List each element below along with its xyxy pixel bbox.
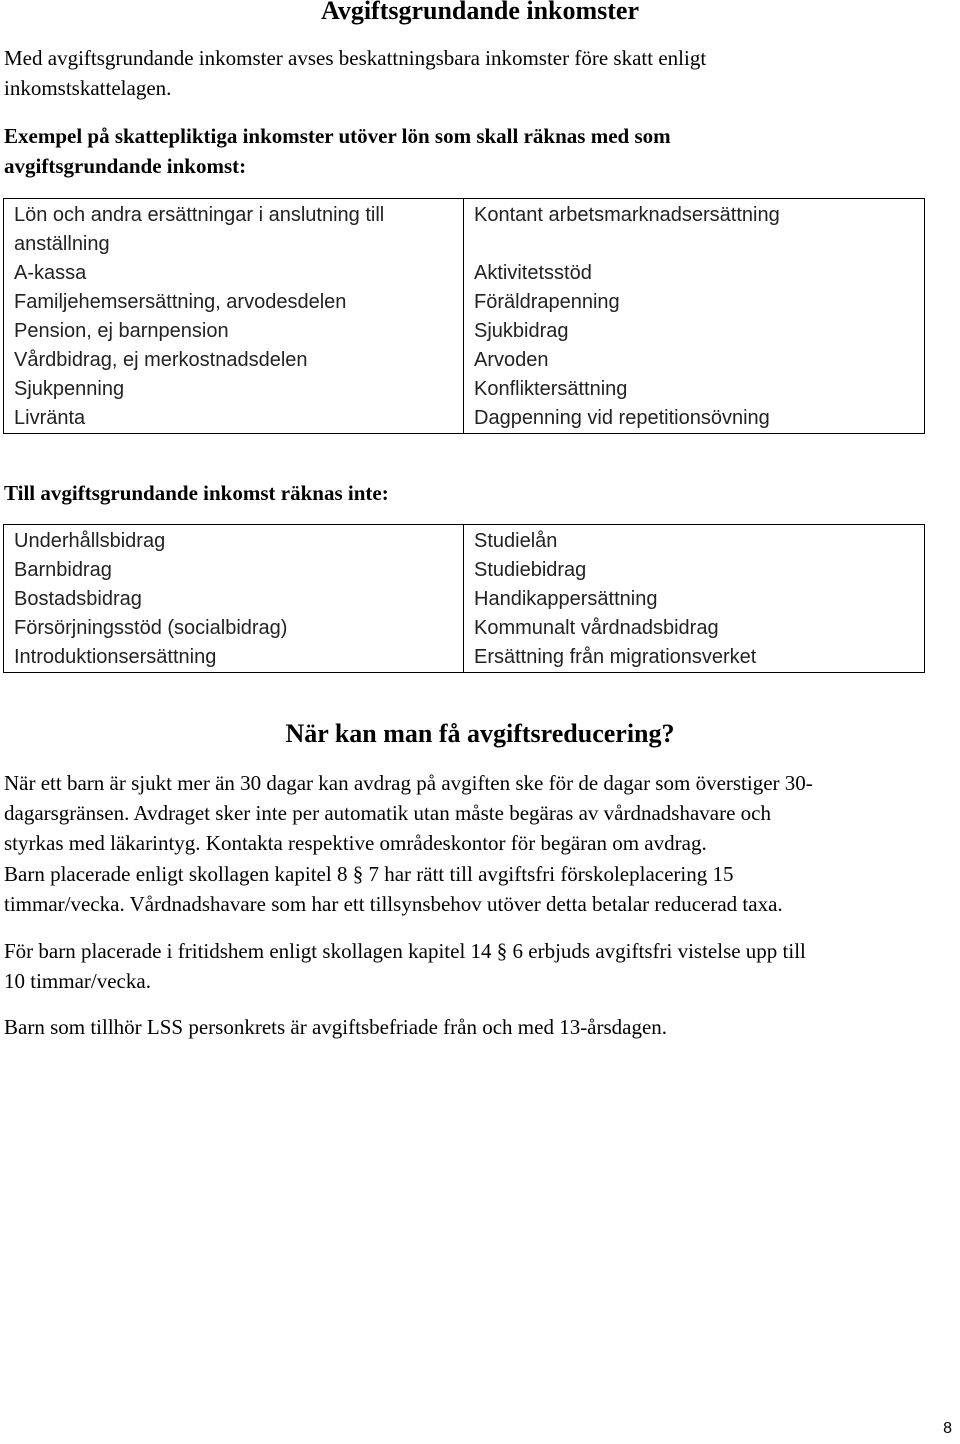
nontaxable-left-column	[4, 525, 464, 673]
text-line: Barn placerade enligt skollagen kapitel 8 § 7 har rätt till avgiftsfri förskoleplacering 15	[4, 862, 734, 886]
list-item: Barnbidrag	[14, 559, 112, 581]
table-row	[4, 525, 925, 673]
list-item: A-kassa	[14, 262, 87, 284]
list-item: Konfliktersättning	[474, 378, 628, 400]
text-line: timmar/vecka. Vårdnadshavare som har ett tillsynsbehov utöver detta betalar reducerad taxa.	[4, 892, 783, 916]
taxable-heading-line-1: Exempel på skattepliktiga inkomster utöver lön som skall räknas med som	[4, 124, 671, 148]
text-line: 10 timmar/vecka.	[4, 969, 151, 993]
intro-paragraph	[4, 43, 944, 103]
list-item: Studiebidrag	[474, 559, 587, 581]
taxable-income-table	[3, 198, 925, 434]
list-item: Introduktionsersättning	[14, 646, 217, 668]
list-item: Kontant arbetsmarknadsersättning	[474, 204, 780, 226]
list-item: Aktivitetsstöd	[474, 262, 592, 284]
list-item: Familjehemsersättning, arvodesdelen	[14, 291, 347, 313]
page-title: Avgiftsgrundande inkomster	[320, 0, 640, 25]
list-item: Kommunalt vårdnadsbidrag	[474, 617, 719, 639]
nontaxable-income-table	[3, 524, 925, 673]
reduction-paragraph-2	[4, 859, 944, 919]
intro-line-1: Med avgiftsgrundande inkomster avses beskattningsbara inkomster före skatt enligt	[4, 46, 707, 70]
reduction-paragraph-1	[4, 768, 944, 858]
list-item: Handikappersättning	[474, 588, 658, 610]
reduction-paragraph-3	[4, 936, 944, 996]
nontaxable-income-heading: Till avgiftsgrundande inkomst räknas inte:	[4, 481, 389, 505]
table-row	[4, 199, 925, 434]
list-item: Arvoden	[474, 349, 549, 371]
list-item: Vårdbidrag, ej merkostnadsdelen	[14, 349, 308, 371]
list-item: Sjukbidrag	[474, 320, 569, 342]
list-item: Dagpenning vid repetitionsövning	[474, 407, 770, 429]
list-item: Lön och andra ersättningar i anslutning till anställning	[14, 204, 385, 255]
blank-line	[474, 230, 914, 259]
text-line: Barn som tillhör LSS personkrets är avgiftsbefriade från och med 13-årsdagen.	[4, 1015, 668, 1039]
nontaxable-right-column	[464, 525, 925, 673]
list-item: Livränta	[14, 407, 86, 429]
list-item: Föräldrapenning	[474, 291, 620, 313]
reduction-heading: När kan man få avgiftsreducering?	[285, 719, 675, 748]
text-line: När ett barn är sjukt mer än 30 dagar kan avdrag på avgiften ske för de dagar som överstiger 30-	[4, 771, 813, 795]
taxable-left-column	[4, 199, 464, 434]
taxable-income-heading	[4, 121, 944, 181]
list-item: Studielån	[474, 530, 558, 552]
list-item: Sjukpenning	[14, 378, 125, 400]
list-item: Försörjningsstöd (socialbidrag)	[14, 617, 288, 639]
list-item: Bostadsbidrag	[14, 588, 142, 610]
list-item: Underhållsbidrag	[14, 530, 166, 552]
page-number: 8	[943, 1420, 952, 1437]
taxable-heading-line-2: avgiftsgrundande inkomst:	[4, 154, 247, 178]
reduction-paragraph-4	[4, 1012, 944, 1042]
list-item: Ersättning från migrationsverket	[474, 646, 757, 668]
list-item: Pension, ej barnpension	[14, 320, 229, 342]
text-line: styrkas med läkarintyg. Kontakta respektive områdeskontor för begäran om avdrag.	[4, 831, 707, 855]
taxable-right-column	[464, 199, 925, 434]
intro-line-2: inkomstskattelagen.	[4, 76, 172, 100]
text-line: dagarsgränsen. Avdraget sker inte per automatik utan måste begäras av vårdnadshavare och	[4, 801, 771, 825]
text-line: För barn placerade i fritidshem enligt skollagen kapitel 14 § 6 erbjuds avgiftsfri vistelse upp till	[4, 939, 806, 963]
